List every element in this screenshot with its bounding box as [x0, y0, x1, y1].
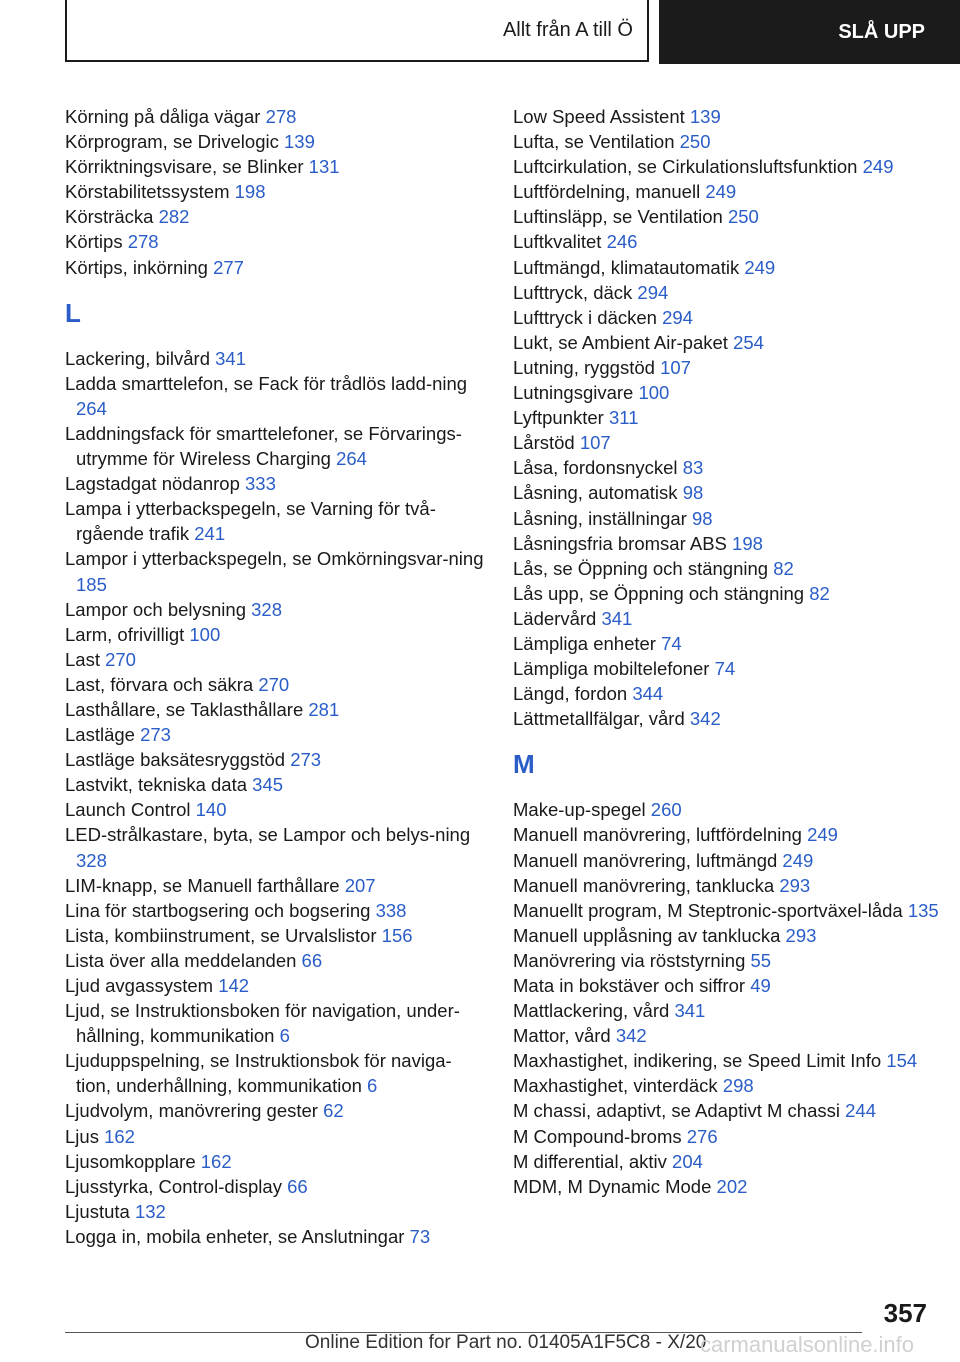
index-entry: [65, 1048, 485, 1098]
page-link[interactable]: 298: [722, 1075, 754, 1097]
index-entry-text: Manuell manövrering, tanklucka: [513, 874, 775, 896]
index-entry-text: Lämpliga enheter: [513, 632, 656, 654]
index-entry: [513, 606, 943, 631]
index-entry-text: Lista över alla meddelanden: [65, 949, 297, 971]
index-entry-text: Lastvikt, tekniska data: [65, 774, 248, 796]
page-link[interactable]: 250: [727, 206, 759, 228]
index-entry: [513, 797, 943, 822]
page-link[interactable]: 162: [104, 1125, 135, 1147]
index-entry-text: Luftfördelning, manuell: [513, 181, 701, 203]
index-entry-text: Ladda smarttelefon, se Fack för trådlös ladd-ning: [65, 372, 468, 394]
index-entry-text: Körning på dåliga vägar: [65, 106, 261, 127]
index-entry-text: Lufttryck i däcken: [513, 306, 657, 328]
index-entry: [65, 154, 485, 179]
index-entry: [513, 706, 943, 731]
page-link[interactable]: 341: [215, 347, 247, 369]
index-entry-text: Ljus: [65, 1125, 99, 1147]
index-entry-text: Lämpliga mobiltelefoner: [513, 658, 710, 680]
index-entry-text: MDM, M Dynamic Mode: [513, 1175, 712, 1197]
index-entry-text: Lampor och belysning: [65, 598, 246, 620]
index-entry: [65, 697, 485, 722]
page-link[interactable]: 162: [200, 1150, 232, 1172]
index-entry: [65, 923, 485, 948]
index-entry: [65, 998, 485, 1048]
page-link[interactable]: 49: [750, 975, 771, 996]
index-entry-text: Lyftpunkter: [513, 407, 604, 429]
index-entry-text: Maxhastighet, vinterdäck: [513, 1075, 718, 1097]
index-entry: [65, 647, 485, 672]
index-entry-text: Manuell manövrering, luftfördelning: [513, 824, 802, 846]
page-link[interactable]: 131: [308, 156, 340, 178]
index-entry: [65, 822, 485, 872]
index-entry: [65, 672, 485, 697]
index-entry: [513, 1124, 943, 1149]
index-entry-text: Luftkvalitet: [513, 231, 602, 253]
index-entry: [513, 355, 943, 380]
index-entry-text: Ljusstyrka, Control-display: [65, 1175, 282, 1197]
index-entry: [513, 923, 943, 948]
index-entry: [513, 656, 943, 681]
index-entry: [513, 556, 943, 581]
index-entry: [65, 129, 485, 154]
page-link[interactable]: 341: [674, 1000, 706, 1022]
index-entry-text: Lås, se Öppning och stängning: [513, 557, 769, 579]
index-entry: [513, 873, 943, 898]
page-link[interactable]: 198: [234, 181, 266, 203]
index-entry-text: Manuell upplåsning av tanklucka: [513, 924, 781, 946]
index-entry: [65, 229, 485, 254]
index-entry-text: Manuell manövrering, luftmängd: [513, 849, 778, 871]
index-entry-text: Laddningsfack för smarttelefoner, se Förvarings-utrymme för Wireless Charging: [65, 422, 462, 470]
index-entry: [513, 973, 943, 998]
index-entry-text: M Compound-broms: [513, 1125, 682, 1147]
index-entry-text: LED-strålkastare, byta, se Lampor och belys-ning: [65, 824, 471, 846]
index-entry: [513, 154, 943, 179]
index-entry-text: Körriktningsvisare, se Blinker: [65, 156, 304, 178]
page-link[interactable]: 270: [105, 648, 136, 670]
page-link[interactable]: 66: [287, 1175, 308, 1197]
page-link[interactable]: 250: [679, 131, 711, 153]
index-entry: [513, 380, 943, 405]
page-link[interactable]: 293: [785, 924, 817, 946]
index-entry-text: Lädervård: [513, 607, 597, 629]
index-entry: [513, 104, 943, 129]
page-link[interactable]: 241: [194, 523, 226, 545]
index-entry: [513, 1048, 943, 1073]
page-link[interactable]: 83: [682, 457, 704, 479]
page-link[interactable]: 278: [127, 231, 159, 253]
index-entry: [513, 255, 943, 280]
index-entry: [513, 330, 943, 355]
page-link[interactable]: 264: [76, 397, 107, 419]
index-entry: [513, 631, 943, 656]
page-link[interactable]: 62: [323, 1100, 344, 1122]
page-link[interactable]: 341: [601, 607, 633, 629]
page-link[interactable]: 98: [682, 482, 704, 504]
index-entry: [65, 546, 485, 596]
page-link[interactable]: 246: [606, 231, 638, 253]
page-link[interactable]: 342: [689, 708, 721, 730]
index-entry-text: Lastläge baksätesryggstöd: [65, 749, 286, 771]
page-link[interactable]: 254: [733, 331, 764, 353]
index-entry: [65, 1199, 485, 1224]
index-entry-text: Maxhastighet, indikering, se Speed Limit Info: [513, 1050, 882, 1072]
index-entry: [65, 1174, 485, 1199]
page-link[interactable]: 311: [608, 407, 639, 429]
index-entry-text: Körtips, inkörning: [65, 256, 208, 278]
page-link[interactable]: 132: [134, 1200, 166, 1222]
index-entry-text: Lutning, ryggstöd: [513, 356, 655, 378]
index-entry: [513, 1149, 943, 1174]
index-entry: [513, 898, 943, 923]
index-entry-text: Ljusomkopplare: [65, 1150, 196, 1172]
index-entry: [513, 1023, 943, 1048]
index-entry: [513, 480, 943, 505]
page-link[interactable]: 107: [660, 356, 691, 378]
index-entry: [513, 129, 943, 154]
index-entry: [65, 797, 485, 822]
index-entry-text: Lukt, se Ambient Air-paket: [513, 331, 728, 353]
index-entry-text: Lufta, se Ventilation: [513, 131, 675, 153]
index-entry: [513, 506, 943, 531]
page-link[interactable]: 154: [886, 1050, 918, 1072]
index-column-left: [65, 104, 485, 1249]
page-link[interactable]: 270: [258, 673, 290, 695]
section-letter: M: [513, 749, 535, 780]
index-entry-text: Lagstadgat nödanrop: [65, 473, 240, 495]
index-entry-text: Mattlackering, vård: [513, 1000, 670, 1022]
index-entry-text: Last, förvara och säkra: [65, 673, 254, 695]
page-link[interactable]: 294: [637, 281, 669, 303]
page-link[interactable]: 273: [140, 724, 171, 746]
index-entry-text: M chassi, adaptivt, se Adaptivt M chassi: [513, 1100, 840, 1122]
page-link[interactable]: 185: [76, 573, 107, 595]
index-entry: [513, 405, 943, 430]
index-entry-text: Lasthållare, se Taklasthållare: [65, 698, 304, 720]
watermark-text: carmanualsonline.info: [700, 1332, 915, 1357]
index-entry: [65, 597, 485, 622]
page-link[interactable]: 74: [714, 658, 736, 680]
page-link[interactable]: 277: [213, 256, 244, 278]
index-entry-text: Låsningsfria bromsar ABS: [513, 532, 727, 554]
index-entry-text: Lutningsgivare: [513, 382, 634, 404]
page-link[interactable]: 156: [381, 924, 413, 946]
index-entry: [513, 948, 943, 973]
index-entry-text: Lista, kombiinstrument, se Urvalslistor: [65, 924, 377, 946]
index-entry-text: Lampa i ytterbackspegeln, se Varning för två-rgående trafik: [65, 498, 436, 545]
index-entry: [513, 848, 943, 873]
index-entry: [65, 179, 485, 204]
index-entry-text: Körsträcka: [65, 206, 154, 228]
index-entry: [513, 455, 943, 480]
index-entry-text: Make-up-spegel: [513, 799, 646, 821]
page-link[interactable]: 281: [308, 698, 340, 720]
index-entry: [65, 973, 485, 998]
index-entry-text: Körprogram, se Drivelogic: [65, 131, 279, 153]
index-entry-text: Larm, ofrivilligt: [65, 623, 185, 645]
index-entry-text: Manövrering via röststyrning: [513, 949, 746, 971]
page-link[interactable]: 66: [301, 949, 323, 971]
page-link[interactable]: 278: [265, 106, 297, 127]
page-link[interactable]: 264: [336, 448, 367, 470]
page-link[interactable]: 333: [245, 473, 276, 495]
page-link[interactable]: 328: [76, 849, 107, 871]
page-link[interactable]: 260: [650, 799, 682, 821]
page-link[interactable]: 273: [290, 749, 322, 771]
index-entry-text: Launch Control: [65, 799, 191, 821]
index-entry-text: Mattor, vård: [513, 1025, 611, 1047]
page-link[interactable]: 249: [807, 824, 838, 846]
index-entry-text: Lastläge: [65, 724, 135, 746]
page-link[interactable]: 100: [638, 382, 670, 404]
page-link[interactable]: 139: [284, 131, 315, 153]
page-link[interactable]: 249: [782, 849, 814, 871]
index-entry: [65, 622, 485, 647]
index-entry: [65, 421, 485, 471]
index-entry: [513, 531, 943, 556]
index-entry: [513, 998, 943, 1023]
page-link[interactable]: 107: [579, 432, 611, 454]
section-letter: L: [65, 297, 81, 328]
index-entry-text: Low Speed Assistent: [513, 106, 685, 127]
page-link[interactable]: 142: [218, 975, 250, 996]
page-number: 357: [883, 1298, 927, 1328]
index-entry: [513, 280, 943, 305]
page-link[interactable]: 82: [809, 582, 830, 604]
page-link[interactable]: 6: [279, 1025, 290, 1047]
index-entry-text: Längd, fordon: [513, 683, 628, 705]
page-link[interactable]: 338: [375, 899, 407, 921]
index-entry: [513, 229, 943, 254]
page-link[interactable]: 293: [779, 874, 811, 896]
page-link[interactable]: 276: [686, 1125, 718, 1147]
index-entry: [513, 179, 943, 204]
index-entry: [513, 1098, 943, 1123]
index-entry-text: Körstabilitetssystem: [65, 181, 230, 203]
index-entry-text: Ljud avgassystem: [65, 975, 214, 996]
page-link[interactable]: 73: [409, 1225, 431, 1247]
index-entry: [65, 255, 485, 280]
index-entry: [65, 371, 485, 421]
lookup-button-label: SLÅ UPP: [838, 20, 925, 43]
index-entry: [65, 471, 485, 496]
page-link[interactable]: 202: [716, 1175, 748, 1197]
index-entry-text: Körtips: [65, 231, 123, 253]
page-link[interactable]: 345: [252, 774, 284, 796]
index-entry-text: Lampor i ytterbackspegeln, se Omkörningsvar-ning: [65, 548, 484, 570]
index-entry: [65, 948, 485, 973]
index-entry: [513, 204, 943, 229]
index-entry: [513, 581, 943, 606]
index-entry: [65, 1124, 485, 1149]
index-entry-text: Mata in bokstäver och siffror: [513, 975, 746, 996]
index-column-right: [513, 104, 943, 1199]
index-entry-text: Ljustuta: [65, 1200, 130, 1222]
index-entry: [65, 747, 485, 772]
index-entry-text: Låsning, inställningar: [513, 507, 687, 529]
lookup-button[interactable]: [659, 0, 960, 64]
index-entry: [65, 346, 485, 371]
index-entry-text: M differential, aktiv: [513, 1150, 667, 1172]
index-entry: [65, 204, 485, 229]
index-entry-text: Luftmängd, klimatautomatik: [513, 256, 740, 278]
page-link[interactable]: 328: [251, 598, 283, 620]
index-entry-text: Lufttryck, däck: [513, 281, 633, 303]
index-entry-text: Luftcirkulation, se Cirkulationsluftsfunktion: [513, 156, 858, 178]
index-entry: [65, 104, 485, 129]
index-entry: [513, 430, 943, 455]
page-link[interactable]: 207: [344, 874, 376, 896]
index-entry-text: Manuellt program, M Steptronic-sportväxel-låda: [513, 899, 903, 921]
page-link[interactable]: 198: [732, 532, 763, 554]
index-entry: [513, 1073, 943, 1098]
edition-text: Online Edition for Part no. 01405A1F5C8 - X/20: [305, 1332, 707, 1353]
index-entry-text: Lättmetallfälgar, vård: [513, 708, 685, 730]
index-entry-text: Ljud, se Instruktionsboken för navigation, under-hållning, kommunikation: [65, 1000, 460, 1047]
page-link[interactable]: 204: [672, 1150, 703, 1172]
index-entry: [513, 1174, 943, 1199]
index-entry: [65, 496, 485, 546]
page-link[interactable]: 139: [689, 106, 721, 127]
page-link[interactable]: 294: [662, 306, 693, 328]
index-entry: [65, 1224, 485, 1249]
page-link[interactable]: 249: [705, 181, 737, 203]
index-entry-text: Låsa, fordonsnyckel: [513, 457, 678, 479]
page-link[interactable]: 55: [750, 949, 772, 971]
page-link[interactable]: 98: [691, 507, 713, 529]
index-entry: [65, 772, 485, 797]
page-link[interactable]: 249: [862, 156, 894, 178]
index-entry: [65, 873, 485, 898]
index-entry-text: Lackering, bilvård: [65, 347, 210, 369]
index-entry: [65, 898, 485, 923]
index-entry-text: Ljuduppspelning, se Instruktionsbok för naviga-tion, underhållning, kommunikation: [65, 1050, 452, 1097]
a-to-z-tab[interactable]: [65, 0, 649, 62]
a-to-z-tab-label: Allt från A till Ö: [502, 18, 633, 41]
index-entry: [513, 822, 943, 847]
index-entry-text: Låsning, automatisk: [513, 482, 678, 504]
page-link[interactable]: 82: [773, 557, 794, 579]
page-link[interactable]: 100: [189, 623, 221, 645]
page-link[interactable]: 135: [907, 899, 939, 921]
page-link[interactable]: 140: [195, 799, 227, 821]
index-entry-text: Logga in, mobila enheter, se Anslutningar: [65, 1225, 405, 1247]
page-link[interactable]: 282: [158, 206, 190, 228]
index-entry: [65, 722, 485, 747]
page-link[interactable]: 344: [632, 683, 664, 705]
page-link[interactable]: 74: [661, 632, 682, 654]
page-link[interactable]: 6: [367, 1075, 378, 1097]
index-entry-text: Last: [65, 648, 100, 670]
page-link[interactable]: 244: [845, 1100, 876, 1122]
index-entry-text: Lårstöd: [513, 432, 575, 454]
index-entry-text: Lina för startbogsering och bogsering: [65, 899, 371, 921]
index-entry-text: Luftinsläpp, se Ventilation: [513, 206, 723, 228]
page-link[interactable]: 249: [744, 256, 776, 278]
page-link[interactable]: 342: [615, 1025, 647, 1047]
index-entry: [65, 1149, 485, 1174]
index-entry-text: LIM-knapp, se Manuell farthållare: [65, 874, 340, 896]
index-entry: [513, 681, 943, 706]
header-bar: [65, 0, 960, 64]
index-entry: [513, 305, 943, 330]
index-entry-text: Lås upp, se Öppning och stängning: [513, 582, 805, 604]
index-entry-text: Ljudvolym, manövrering gester: [65, 1100, 318, 1122]
index-entry: [65, 1098, 485, 1123]
